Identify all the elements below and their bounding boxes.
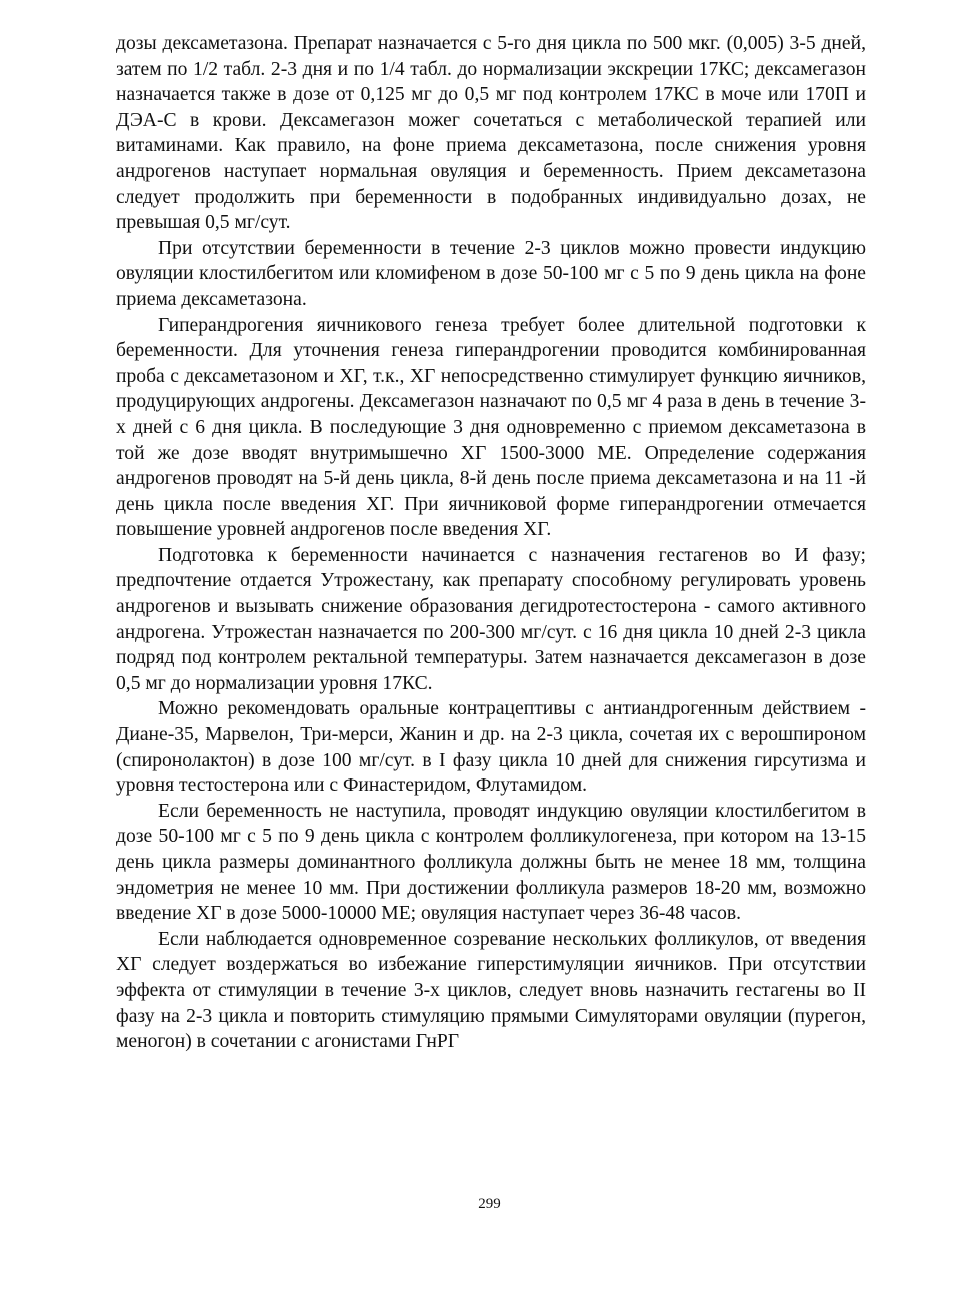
paragraph-7: Если наблюдается одновременное созревание нескольких фолликулов, от введения ХГ следует воздержаться во избежание гиперстимуляции яичников. При отсутствии эффекта от стимуляции в течение 3-х циклов, следует вновь назначить гестагены во II фазу на 2-3 цикла и повторить стимуляцию прямыми Симуляторами овуляции (пурегон, меногон) в сочетании с агонистами ГнРГ <box>116 928 866 1053</box>
paragraph-6: Если беременность не наступила, проводят индукцию овуляции клостилбегитом в дозе 50-100 мг с 5 по 9 день цикла с контролем фолликулогенеза, при котором на 13-15 день цикла размеры доминантного фолликула должны быть не менее 18 мм, толщина эндометрия не менее 10 мм. При достижении фолликула размеров 18-20 мм, возможно введение ХГ в дозе 5000-10000 МЕ; овуляция наступает через 36-48 часов. <box>116 800 866 925</box>
paragraph-4: Подготовка к беременности начинается с назначения гестагенов во И фазу; предпочтение отдается Утрожестану, как препарату способному регулировать уровень андрогенов и вызывать снижение образования дегидротестостерона - самого активного андрогена. Утрожестан назначается по 200-300 мг/сут. с 16 дня цикла 10 дней 2-3 цикла подряд под контролем ректальной температуры. Затем назначается дексамегазон в дозе 0,5 мг до нормализации уровня 17КС. <box>116 544 866 694</box>
paragraph-2: При отсутствии беременности в течение 2-3 циклов можно провести индукцию овуляции клостилбегитом или кломифеном в дозе 50-100 мг с 5 по 9 день цикла на фоне приема дексаметазона. <box>116 237 866 310</box>
paragraph-5: Можно рекомендовать оральные контрацептивы с антиандрогенным действием - Диане-35, Марвелон, Три-мерси, Жанин и др. на 2-3 цикла, сочетая их с верошпироном (спиронолактон) в дозе 100 мг/сут. в I фазу цикла 10 дней для снижения гирсутизма и уровня тестостерона или с Финастеридом, Флутамидом. <box>116 698 866 797</box>
page-number: 299 <box>478 1196 501 1212</box>
paragraph-3: Гиперандрогения яичникового генеза требует более длительной подготовки к беременности. Для уточнения генеза гиперандрогении проводится комбинированная проба с дексаметазоном и ХГ, т.к., ХГ непосредственно стимулирует функцию яичников, продуцирующих андрогены. Дексамегазон назначают по 0,5 мг 4 раза в день в течение 3-х дней с 6 дня цикла. В последующие 3 дня одновременно с приемом дексаметазона в той же дозе вводят внутримышечно ХГ 1500-3000 МЕ. Определение содержания андрогенов проводят на 5-й день цикла, 8-й день после приема дексаметазона и на 11 -й день цикла после введения ХГ. При яичниковой форме гиперандрогении отмечается повышение уровней андрогенов после введения ХГ. <box>116 314 866 541</box>
paragraph-1: дозы дексаметазона. Препарат назначается с 5-го дня цикла по 500 мкг. (0,005) 3-5 дней, затем по 1/2 табл. 2-3 дня и по 1/4 табл. до нормализации экскреции 17КС; дексамегазон назначается также в дозе от 0,125 мг до 0,5 мг под контролем 17КС в моче или 170П и ДЭА-С в крови. Дексамегазон можег сочетаться с метаболической терапией или витаминами. Как правило, на фоне приема дексаметазона, после снижения уровня андрогенов наступает нормальная овуляция и беременность. Прием дексаметазона следует продолжить при беременности в подобранных индивидуально дозах, не превышая 0,5 мг/сут. <box>116 33 866 234</box>
page-body <box>116 31 866 1055</box>
